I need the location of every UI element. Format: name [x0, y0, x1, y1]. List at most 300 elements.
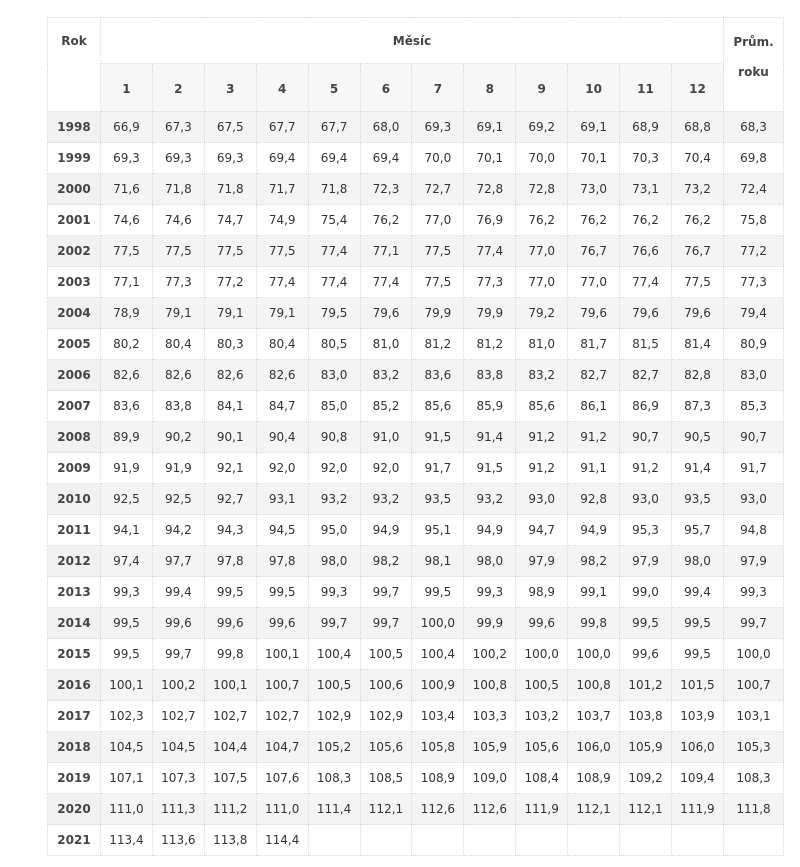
value-cell: 70,1 — [464, 143, 516, 174]
table-row — [48, 298, 784, 329]
value-cell: 99,5 — [101, 608, 153, 639]
value-cell: 90,1 — [204, 422, 256, 453]
value-cell: 81,2 — [412, 329, 464, 360]
value-cell: 83,6 — [412, 360, 464, 391]
month-header-9: 9 — [516, 64, 568, 112]
value-cell: 94,3 — [204, 515, 256, 546]
value-cell: 81,4 — [671, 329, 723, 360]
year-average-cell — [724, 825, 784, 856]
year-average-cell: 108,3 — [724, 763, 784, 794]
value-cell: 99,4 — [152, 577, 204, 608]
value-cell: 90,5 — [671, 422, 723, 453]
value-cell: 77,0 — [568, 267, 620, 298]
value-cell: 83,8 — [152, 391, 204, 422]
year-average-cell: 99,3 — [724, 577, 784, 608]
value-cell: 99,7 — [360, 577, 412, 608]
value-cell: 91,0 — [360, 422, 412, 453]
value-cell: 69,4 — [256, 143, 308, 174]
value-cell: 78,9 — [101, 298, 153, 329]
table-row — [48, 732, 784, 763]
value-cell: 68,8 — [671, 112, 723, 143]
value-cell: 91,4 — [671, 453, 723, 484]
month-header-7: 7 — [412, 64, 464, 112]
value-cell: 83,6 — [101, 391, 153, 422]
value-cell: 98,0 — [308, 546, 360, 577]
value-cell: 99,3 — [464, 577, 516, 608]
value-cell: 100,0 — [516, 639, 568, 670]
value-cell: 100,7 — [256, 670, 308, 701]
value-cell: 90,8 — [308, 422, 360, 453]
value-cell: 108,5 — [360, 763, 412, 794]
value-cell: 72,7 — [412, 174, 464, 205]
month-header-4: 4 — [256, 64, 308, 112]
year-cell: 2006 — [48, 360, 101, 391]
value-cell: 77,4 — [464, 236, 516, 267]
year-cell: 2008 — [48, 422, 101, 453]
value-cell: 112,1 — [620, 794, 672, 825]
value-cell: 77,5 — [412, 267, 464, 298]
value-cell — [412, 825, 464, 856]
table-row — [48, 267, 784, 298]
value-cell: 79,1 — [152, 298, 204, 329]
value-cell: 100,0 — [568, 639, 620, 670]
value-cell: 99,3 — [308, 577, 360, 608]
value-cell: 90,2 — [152, 422, 204, 453]
value-cell: 111,2 — [204, 794, 256, 825]
value-cell: 108,3 — [308, 763, 360, 794]
year-average-cell: 90,7 — [724, 422, 784, 453]
value-cell: 83,0 — [308, 360, 360, 391]
value-cell: 102,7 — [204, 701, 256, 732]
value-cell: 91,9 — [101, 453, 153, 484]
value-cell: 76,2 — [671, 205, 723, 236]
value-cell: 89,9 — [101, 422, 153, 453]
year-cell: 2012 — [48, 546, 101, 577]
value-cell: 105,9 — [464, 732, 516, 763]
value-cell: 85,9 — [464, 391, 516, 422]
value-cell: 83,2 — [516, 360, 568, 391]
value-cell: 87,3 — [671, 391, 723, 422]
year-cell: 2018 — [48, 732, 101, 763]
value-cell: 104,5 — [152, 732, 204, 763]
value-cell: 93,0 — [516, 484, 568, 515]
year-average-header — [724, 18, 784, 112]
value-cell: 94,1 — [101, 515, 153, 546]
value-cell: 99,5 — [671, 639, 723, 670]
value-cell: 100,8 — [568, 670, 620, 701]
value-cell: 81,2 — [464, 329, 516, 360]
year-average-cell: 83,0 — [724, 360, 784, 391]
table-body — [48, 112, 784, 856]
value-cell: 108,4 — [516, 763, 568, 794]
year-cell: 2009 — [48, 453, 101, 484]
value-cell: 83,8 — [464, 360, 516, 391]
value-cell: 108,9 — [568, 763, 620, 794]
value-cell: 99,5 — [620, 608, 672, 639]
value-cell: 72,3 — [360, 174, 412, 205]
value-cell: 94,9 — [360, 515, 412, 546]
value-cell: 77,4 — [308, 267, 360, 298]
value-cell: 76,2 — [516, 205, 568, 236]
year-cell: 2013 — [48, 577, 101, 608]
year-cell: 2010 — [48, 484, 101, 515]
value-cell — [308, 825, 360, 856]
value-cell: 70,1 — [568, 143, 620, 174]
value-cell: 99,6 — [516, 608, 568, 639]
value-cell: 103,9 — [671, 701, 723, 732]
value-cell: 111,4 — [308, 794, 360, 825]
value-cell: 107,5 — [204, 763, 256, 794]
value-cell: 103,3 — [464, 701, 516, 732]
value-cell: 77,4 — [620, 267, 672, 298]
year-cell: 2014 — [48, 608, 101, 639]
value-cell: 69,3 — [412, 112, 464, 143]
month-header-3: 3 — [204, 64, 256, 112]
value-cell: 92,0 — [308, 453, 360, 484]
year-average-header-line2: roku — [738, 65, 769, 79]
value-cell: 79,6 — [360, 298, 412, 329]
value-cell: 77,0 — [412, 205, 464, 236]
value-cell: 77,5 — [152, 236, 204, 267]
year-average-cell: 103,1 — [724, 701, 784, 732]
value-cell: 93,5 — [412, 484, 464, 515]
year-cell: 2002 — [48, 236, 101, 267]
value-cell: 91,7 — [412, 453, 464, 484]
value-cell: 77,5 — [412, 236, 464, 267]
value-cell: 109,2 — [620, 763, 672, 794]
table-row — [48, 422, 784, 453]
value-cell: 100,5 — [516, 670, 568, 701]
value-cell: 79,5 — [308, 298, 360, 329]
value-cell: 82,6 — [152, 360, 204, 391]
price-index-table — [47, 17, 784, 856]
month-header-8: 8 — [464, 64, 516, 112]
value-cell: 111,0 — [256, 794, 308, 825]
value-cell: 92,5 — [101, 484, 153, 515]
value-cell: 77,4 — [360, 267, 412, 298]
value-cell — [620, 825, 672, 856]
value-cell: 66,9 — [101, 112, 153, 143]
value-cell: 77,5 — [101, 236, 153, 267]
table-row — [48, 701, 784, 732]
value-cell: 100,2 — [152, 670, 204, 701]
value-cell: 97,8 — [256, 546, 308, 577]
value-cell: 98,9 — [516, 577, 568, 608]
value-cell: 80,3 — [204, 329, 256, 360]
value-cell: 95,0 — [308, 515, 360, 546]
value-cell: 100,1 — [204, 670, 256, 701]
value-cell: 69,3 — [152, 143, 204, 174]
value-cell: 85,2 — [360, 391, 412, 422]
month-header-11: 11 — [620, 64, 672, 112]
value-cell: 91,2 — [620, 453, 672, 484]
value-cell: 77,4 — [256, 267, 308, 298]
value-cell: 76,2 — [620, 205, 672, 236]
value-cell: 100,0 — [412, 608, 464, 639]
month-header-12: 12 — [671, 64, 723, 112]
value-cell: 70,0 — [516, 143, 568, 174]
month-header-5: 5 — [308, 64, 360, 112]
value-cell: 103,4 — [412, 701, 464, 732]
value-cell: 99,1 — [568, 577, 620, 608]
value-cell: 99,7 — [360, 608, 412, 639]
value-cell: 77,5 — [204, 236, 256, 267]
value-cell: 93,2 — [360, 484, 412, 515]
value-cell: 77,5 — [671, 267, 723, 298]
value-cell: 99,6 — [152, 608, 204, 639]
value-cell: 69,3 — [101, 143, 153, 174]
year-cell: 2017 — [48, 701, 101, 732]
year-average-cell: 105,3 — [724, 732, 784, 763]
value-cell: 92,0 — [360, 453, 412, 484]
value-cell: 92,1 — [204, 453, 256, 484]
value-cell: 76,2 — [568, 205, 620, 236]
value-cell: 100,5 — [360, 639, 412, 670]
year-cell: 2003 — [48, 267, 101, 298]
value-cell: 86,1 — [568, 391, 620, 422]
value-cell: 79,1 — [256, 298, 308, 329]
value-cell: 99,5 — [256, 577, 308, 608]
value-cell: 73,0 — [568, 174, 620, 205]
value-cell: 79,2 — [516, 298, 568, 329]
value-cell: 84,1 — [204, 391, 256, 422]
table-row — [48, 670, 784, 701]
value-cell: 92,0 — [256, 453, 308, 484]
year-cell: 2021 — [48, 825, 101, 856]
year-cell: 2016 — [48, 670, 101, 701]
value-cell: 112,1 — [568, 794, 620, 825]
value-cell: 112,6 — [412, 794, 464, 825]
value-cell: 111,9 — [516, 794, 568, 825]
value-cell: 105,9 — [620, 732, 672, 763]
value-cell: 70,0 — [412, 143, 464, 174]
value-cell — [360, 825, 412, 856]
year-cell: 2019 — [48, 763, 101, 794]
value-cell: 69,1 — [568, 112, 620, 143]
value-cell: 92,5 — [152, 484, 204, 515]
value-cell: 102,9 — [360, 701, 412, 732]
value-cell: 71,8 — [204, 174, 256, 205]
value-cell: 70,4 — [671, 143, 723, 174]
value-cell: 98,2 — [568, 546, 620, 577]
value-cell: 111,9 — [671, 794, 723, 825]
table-row — [48, 236, 784, 267]
value-cell: 102,9 — [308, 701, 360, 732]
value-cell: 80,2 — [101, 329, 153, 360]
value-cell: 74,6 — [101, 205, 153, 236]
value-cell: 77,0 — [516, 236, 568, 267]
value-cell: 103,8 — [620, 701, 672, 732]
year-average-cell: 91,7 — [724, 453, 784, 484]
value-cell: 95,7 — [671, 515, 723, 546]
month-header-2: 2 — [152, 64, 204, 112]
year-cell: 2020 — [48, 794, 101, 825]
value-cell: 67,7 — [308, 112, 360, 143]
value-cell: 102,7 — [256, 701, 308, 732]
value-cell: 71,7 — [256, 174, 308, 205]
year-average-cell: 80,9 — [724, 329, 784, 360]
value-cell: 93,2 — [464, 484, 516, 515]
value-cell: 99,6 — [204, 608, 256, 639]
value-cell: 79,6 — [568, 298, 620, 329]
value-cell: 72,8 — [464, 174, 516, 205]
value-cell: 77,3 — [464, 267, 516, 298]
value-cell: 77,4 — [308, 236, 360, 267]
value-cell: 80,4 — [256, 329, 308, 360]
value-cell: 100,8 — [464, 670, 516, 701]
table-row — [48, 515, 784, 546]
value-cell: 85,6 — [412, 391, 464, 422]
year-cell: 1999 — [48, 143, 101, 174]
table-row — [48, 391, 784, 422]
year-average-cell: 99,7 — [724, 608, 784, 639]
value-cell — [464, 825, 516, 856]
value-cell: 69,1 — [464, 112, 516, 143]
value-cell: 74,7 — [204, 205, 256, 236]
value-cell: 100,5 — [308, 670, 360, 701]
value-cell: 75,4 — [308, 205, 360, 236]
value-cell — [568, 825, 620, 856]
value-cell: 111,0 — [101, 794, 153, 825]
year-average-header-line1: Prům. — [733, 35, 774, 49]
value-cell: 68,0 — [360, 112, 412, 143]
value-cell: 82,6 — [256, 360, 308, 391]
year-cell: 2001 — [48, 205, 101, 236]
value-cell: 91,5 — [412, 422, 464, 453]
value-cell: 104,4 — [204, 732, 256, 763]
value-cell: 72,8 — [516, 174, 568, 205]
value-cell: 80,4 — [152, 329, 204, 360]
value-cell: 93,5 — [671, 484, 723, 515]
value-cell: 91,2 — [568, 422, 620, 453]
value-cell: 79,6 — [671, 298, 723, 329]
value-cell: 77,5 — [256, 236, 308, 267]
value-cell: 85,6 — [516, 391, 568, 422]
value-cell: 103,7 — [568, 701, 620, 732]
value-cell: 97,9 — [620, 546, 672, 577]
value-cell: 102,3 — [101, 701, 153, 732]
table-row — [48, 112, 784, 143]
value-cell: 98,1 — [412, 546, 464, 577]
value-cell: 100,1 — [101, 670, 153, 701]
value-cell: 77,3 — [152, 267, 204, 298]
table-row — [48, 608, 784, 639]
value-cell: 76,7 — [568, 236, 620, 267]
value-cell: 91,9 — [152, 453, 204, 484]
value-cell: 91,4 — [464, 422, 516, 453]
value-cell: 82,7 — [568, 360, 620, 391]
value-cell: 114,4 — [256, 825, 308, 856]
table-row — [48, 577, 784, 608]
value-cell: 91,5 — [464, 453, 516, 484]
value-cell: 81,0 — [360, 329, 412, 360]
value-cell: 93,1 — [256, 484, 308, 515]
header-row-top — [48, 18, 784, 64]
table-row — [48, 825, 784, 856]
value-cell: 97,7 — [152, 546, 204, 577]
value-cell: 91,2 — [516, 453, 568, 484]
value-cell: 98,0 — [671, 546, 723, 577]
value-cell: 100,4 — [412, 639, 464, 670]
value-cell: 68,9 — [620, 112, 672, 143]
value-cell: 94,9 — [464, 515, 516, 546]
value-cell: 74,6 — [152, 205, 204, 236]
value-cell: 73,2 — [671, 174, 723, 205]
table-row — [48, 205, 784, 236]
value-cell — [671, 825, 723, 856]
value-cell: 90,4 — [256, 422, 308, 453]
month-group-header: Měsíc — [101, 18, 724, 64]
value-cell: 99,7 — [308, 608, 360, 639]
value-cell: 74,9 — [256, 205, 308, 236]
value-cell: 77,1 — [101, 267, 153, 298]
year-cell: 2000 — [48, 174, 101, 205]
value-cell: 105,8 — [412, 732, 464, 763]
table-row — [48, 639, 784, 670]
value-cell: 71,8 — [152, 174, 204, 205]
table-row — [48, 143, 784, 174]
value-cell: 105,6 — [516, 732, 568, 763]
year-average-cell: 72,4 — [724, 174, 784, 205]
value-cell: 77,1 — [360, 236, 412, 267]
value-cell: 85,0 — [308, 391, 360, 422]
table-row — [48, 360, 784, 391]
year-cell: 2004 — [48, 298, 101, 329]
month-header-10: 10 — [568, 64, 620, 112]
value-cell: 86,9 — [620, 391, 672, 422]
year-average-cell: 69,8 — [724, 143, 784, 174]
value-cell: 80,5 — [308, 329, 360, 360]
value-cell: 94,9 — [568, 515, 620, 546]
value-cell: 69,3 — [204, 143, 256, 174]
value-cell: 99,5 — [101, 639, 153, 670]
value-cell: 67,5 — [204, 112, 256, 143]
value-cell: 111,3 — [152, 794, 204, 825]
value-cell: 103,2 — [516, 701, 568, 732]
value-cell: 101,5 — [671, 670, 723, 701]
value-cell: 67,7 — [256, 112, 308, 143]
value-cell: 82,6 — [204, 360, 256, 391]
year-average-cell: 75,8 — [724, 205, 784, 236]
year-cell: 2011 — [48, 515, 101, 546]
value-cell: 97,8 — [204, 546, 256, 577]
value-cell: 71,8 — [308, 174, 360, 205]
value-cell: 104,7 — [256, 732, 308, 763]
value-cell: 84,7 — [256, 391, 308, 422]
value-cell: 99,3 — [101, 577, 153, 608]
value-cell: 67,3 — [152, 112, 204, 143]
value-cell: 81,5 — [620, 329, 672, 360]
value-cell: 100,9 — [412, 670, 464, 701]
value-cell: 99,8 — [204, 639, 256, 670]
year-average-cell: 94,8 — [724, 515, 784, 546]
year-average-cell: 68,3 — [724, 112, 784, 143]
year-cell: 2015 — [48, 639, 101, 670]
table-row — [48, 484, 784, 515]
value-cell: 108,9 — [412, 763, 464, 794]
month-header-1: 1 — [101, 64, 153, 112]
value-cell: 70,3 — [620, 143, 672, 174]
value-cell: 77,2 — [204, 267, 256, 298]
value-cell: 79,9 — [464, 298, 516, 329]
value-cell: 99,9 — [464, 608, 516, 639]
value-cell: 91,2 — [516, 422, 568, 453]
value-cell: 81,7 — [568, 329, 620, 360]
table-row — [48, 794, 784, 825]
value-cell: 91,1 — [568, 453, 620, 484]
value-cell: 79,6 — [620, 298, 672, 329]
value-cell — [516, 825, 568, 856]
